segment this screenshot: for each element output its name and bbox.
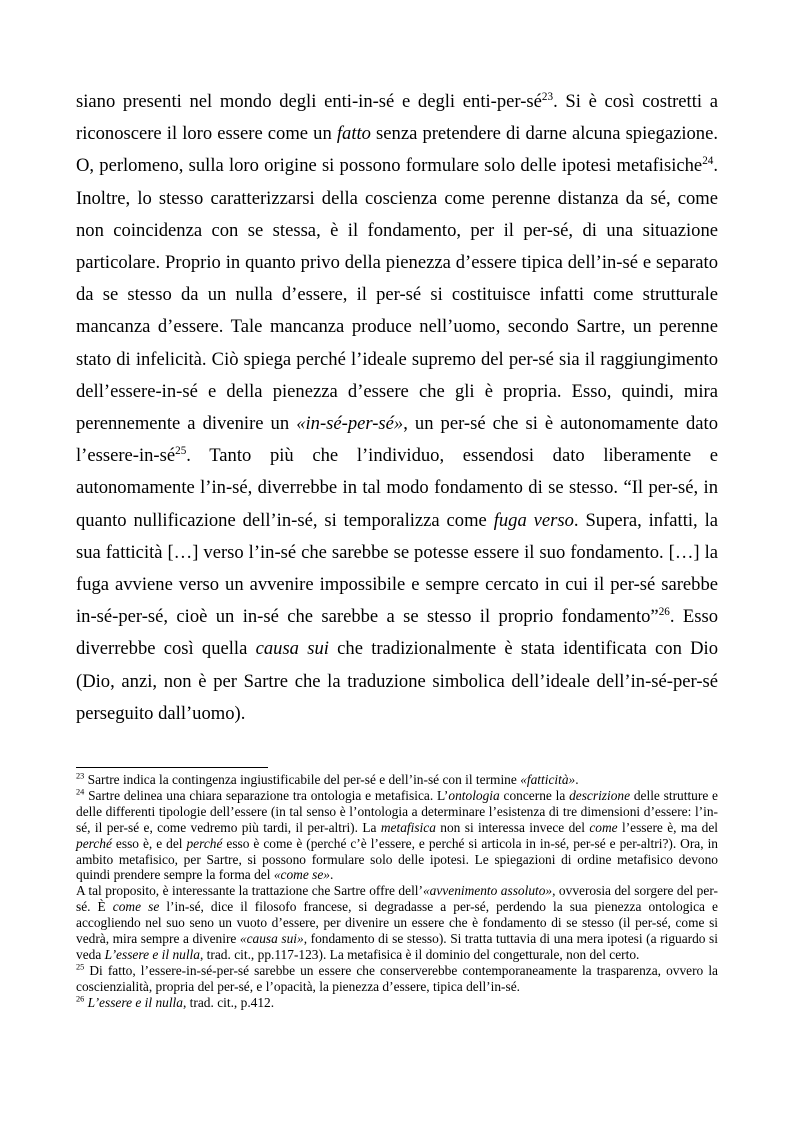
footnote-italic: metafisica <box>380 819 436 835</box>
footnote-divider <box>76 767 268 768</box>
footnote-text: concerne la <box>499 787 570 803</box>
body-text-segment: . Inoltre, lo stesso caratterizzarsi della coscienza come perenne distanza da sé, come non coincidenza con se stessa, è il fondamento, per il per-sé, di una situazione particolare. Proprio in quanto privo della pienezza d’essere tipica dell’in-sé e separato da se stesso da un nulla d’essere, il per-sé si costituisce infatti come strutturale mancanza d’essere. Tale mancanza produce nell’uomo, secondo Sartre, un perenne stato di infelicità. Ciò spiega perché l’ideale supremo del per-sé sia il raggiungimento dell’essere-in-sé e della pienezza d’essere che gli è propria. Esso, quindi, mira perennemente a divenire un <box>76 155 718 435</box>
footnote-text: A tal proposito, è interessante la trattazione che Sartre offre dell’ <box>76 883 423 899</box>
footnote-text: l’essere è, ma del <box>617 819 718 835</box>
footnote-text: esso è come è (perché c’è l’essere, e perché si articola in in-sé, per-sé e per-altri?). Ora, in ambito metafisico, per Sartre, si possono formulare solo delle ipotesi. Le spiegazioni di ordine metafisico devono quindi prendere sempre la forma del <box>76 835 718 883</box>
footnote-text: , trad. cit., pp.117-123). La metafisica è il dominio del congetturale, non del certo. <box>199 946 640 962</box>
footnote-text: l’in-sé, dice il filosofo francese, si degradasse a per-sé, perdendo la sua pienezza ontologica e accogliendo nel suo seno un vuoto d’essere, per divenire un essere che è fondamento di se stesso (il per-sé, come si vedrà, mira sempre a divenire <box>76 899 718 947</box>
italic-term: fuga verso <box>493 509 574 531</box>
footnote-italic: perché <box>76 835 112 851</box>
footnote-number: 24 <box>76 787 85 797</box>
italic-term: causa sui <box>255 638 329 660</box>
footnote-italic: perché <box>186 835 223 851</box>
main-text-block <box>76 86 718 730</box>
footnote-ref-24[interactable]: 24 <box>702 155 714 168</box>
footnote-italic: «come se» <box>273 867 330 883</box>
footnote-text: esso è, e del <box>111 835 187 851</box>
footnote-ref-26[interactable]: 26 <box>658 606 670 619</box>
body-text-segment: che tradizionalmente è stata identificata con Dio (Dio, anzi, non è per Sartre che la traduzione simbolica dell’ideale dell’in-sé-per-sé perseguito dall’uomo). <box>76 638 719 724</box>
italic-term: fatto <box>336 123 371 145</box>
footnote-italic: «fatticità» <box>520 772 576 787</box>
footnote-italic: ontologia <box>448 787 500 803</box>
footnote-ref-25[interactable]: 25 <box>175 445 187 458</box>
footnote-italic: come <box>589 819 618 835</box>
footnote-24 <box>76 788 718 883</box>
footnote-text: delle strutture e delle differenti tipologie dell’essere (in tal senso è l’ontologia a determinare l’esistenza di tre dimensioni d’essere: l’in-sé, il per-sé e, come vedremo più tardi, il per-altri). La <box>76 787 718 835</box>
footnote-number: 26 <box>76 994 85 1004</box>
body-text-segment: , un per-sé che si è autonomamente dato l’essere-in-sé <box>76 413 718 467</box>
footnote-25 <box>76 963 718 995</box>
body-text-segment: . Si è così costretti a riconoscere il loro essere come un <box>76 91 718 145</box>
footnote-text: , trad. cit., p.412. <box>182 994 275 1010</box>
footnote-number: 23 <box>76 771 85 781</box>
body-text-segment: . Supera, infatti, la sua fatticità […] verso l’in-sé che sarebbe se potesse essere il suo fondamento. […] la fuga avviene verso un avvenire impossibile e sempre cercato in cui il per-sé sarebbe in-sé-per-sé, cioè un in-sé che sarebbe a se stesso il proprio fondamento” <box>76 509 718 628</box>
footnote-text: non si interessa invece del <box>435 819 590 835</box>
footnote-italic: L’essere e il nulla <box>84 994 183 1010</box>
footnote-italic: L’essere e il nulla <box>104 946 200 962</box>
footnote-26 <box>76 995 718 1011</box>
footnote-italic: «avvenimento assoluto» <box>422 883 553 899</box>
footnote-text: . <box>329 867 334 883</box>
footnote-text: Sartre delinea una chiara separazione tra ontologia e metafisica. L’ <box>84 787 449 803</box>
footnote-ref-23[interactable]: 23 <box>541 90 554 103</box>
footnote-italic: descrizione <box>569 787 631 803</box>
body-paragraph <box>76 86 718 730</box>
footnote-italic: «causa sui» <box>239 931 304 947</box>
footnote-23 <box>76 772 718 788</box>
body-text-segment: senza pretendere di darne alcuna spiegazione. O, perlomeno, sulla loro origine si possono formulare solo delle ipotesi metafisiche <box>76 123 718 177</box>
footnote-text: Di fatto, l’essere-in-sé-per-sé sarebbe un essere che conserverebbe contemporaneamente la trasparenza, ovvero la coscienzialità, propria del per-sé, e l’opacità, la pienezza d’essere, tipica dell’in-sé. <box>76 962 718 994</box>
footnote-text: Sartre indica la contingenza ingiustificabile del per-sé e dell’in-sé con il termine <box>84 772 521 787</box>
footnote-24-continued <box>76 883 718 963</box>
body-text-segment: siano presenti nel mondo degli enti-in-sé e degli enti-per-sé <box>76 91 542 112</box>
footnotes-block <box>76 772 718 1011</box>
body-text-segment: . Tanto più che l’individuo, essendosi dato liberamente e autonomamente l’in-sé, diverrebbe in tal modo fondamento di se stesso. “Il per-sé, in quanto nullificazione dell’in-sé, si temporalizza come <box>76 445 718 531</box>
footnote-text: , fondamento di se stesso). Si tratta tuttavia di una mera ipotesi (a riguardo si veda <box>76 931 718 962</box>
footnote-text: , ovverosia del sorgere del per-sé. È <box>76 883 718 915</box>
footnote-text: . <box>575 772 579 787</box>
italic-term: «in-sé-per-sé» <box>296 413 404 435</box>
body-text-segment: . Esso diverrebbe così quella <box>76 606 718 660</box>
footnote-italic: come se <box>112 899 160 915</box>
footnote-number: 25 <box>76 962 85 972</box>
